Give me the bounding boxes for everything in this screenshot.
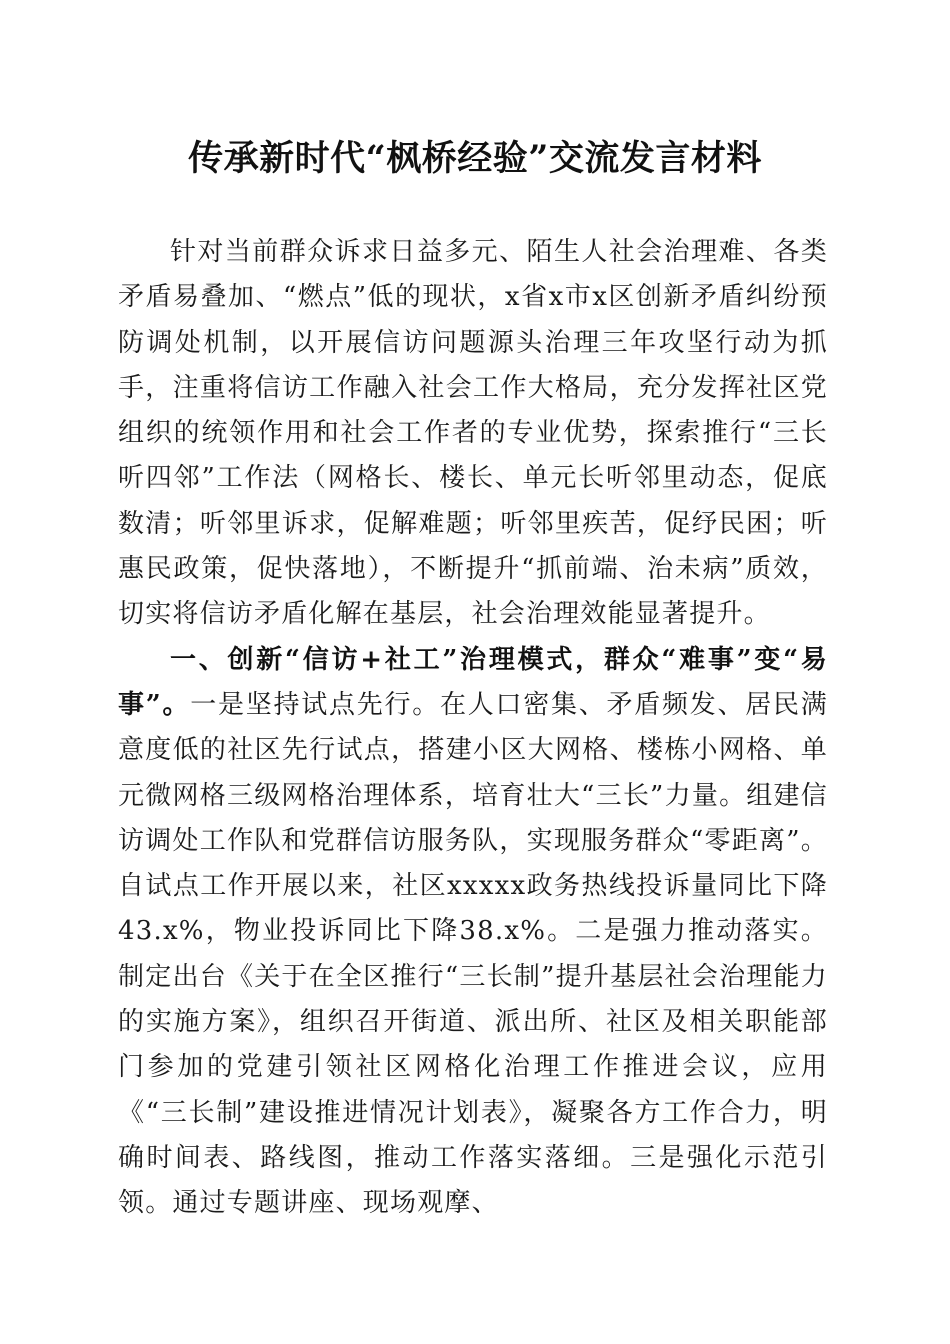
section-1-paragraph bbox=[118, 638, 828, 1227]
intro-paragraph: 针对当前群众诉求日益多元、陌生人社会治理难、各类矛盾易叠加、“燃点”低的现状，x省x市x区创新矛盾纠纷预防调处机制，以开展信访问题源头治理三年攻坚行动为抓手，注重将信访工作融入社会工作大格局，充分发挥社区党组织的统领作用和社会工作者的专业优势，探索推行“三长听四邻”工作法（网格长、楼长、单元长听邻里动态，促底数清；听邻里诉求，促解难题；听邻里疾苦，促纾民困；听惠民政策，促快落地），不断提升“抓前端、治未病”质效，切实将信访矛盾化解在基层，社会治理效能显著提升。 bbox=[118, 237, 828, 630]
document-title: 传承新时代“枫桥经验”交流发言材料 bbox=[188, 138, 762, 179]
document-body bbox=[118, 230, 828, 1227]
section-1-body: 一是坚持试点先行。在人口密集、矛盾频发、居民满意度低的社区先行试点，搭建小区大网格、楼栋小网格、单元微网格三级网格治理体系，培育壮大“三长”力量。组建信访调处工作队和党群信访服务队，实现服务群众“零距离”。自试点工作开展以来，社区xxxxx政务热线投诉量同比下降43.x%，物业投诉同比下降38.x%。二是强力推动落实。制定出台《关于在全区推行“三长制”提升基层社会治理能力的实施方案》，组织召开街道、派出所、社区及相关职能部门参加的党建引领社区网格化治理工作推进会议，应用《“三长制”建设推进情况计划表》，凝聚各方工作合力，明确时间表、路线图，推动工作落实落细。三是强化示范引领。通过专题讲座、现场观摩、 bbox=[118, 689, 828, 1219]
section-1-heading: 一、创新“信访+社工”治理模式，群众“难事”变“易事”。 bbox=[118, 644, 828, 720]
